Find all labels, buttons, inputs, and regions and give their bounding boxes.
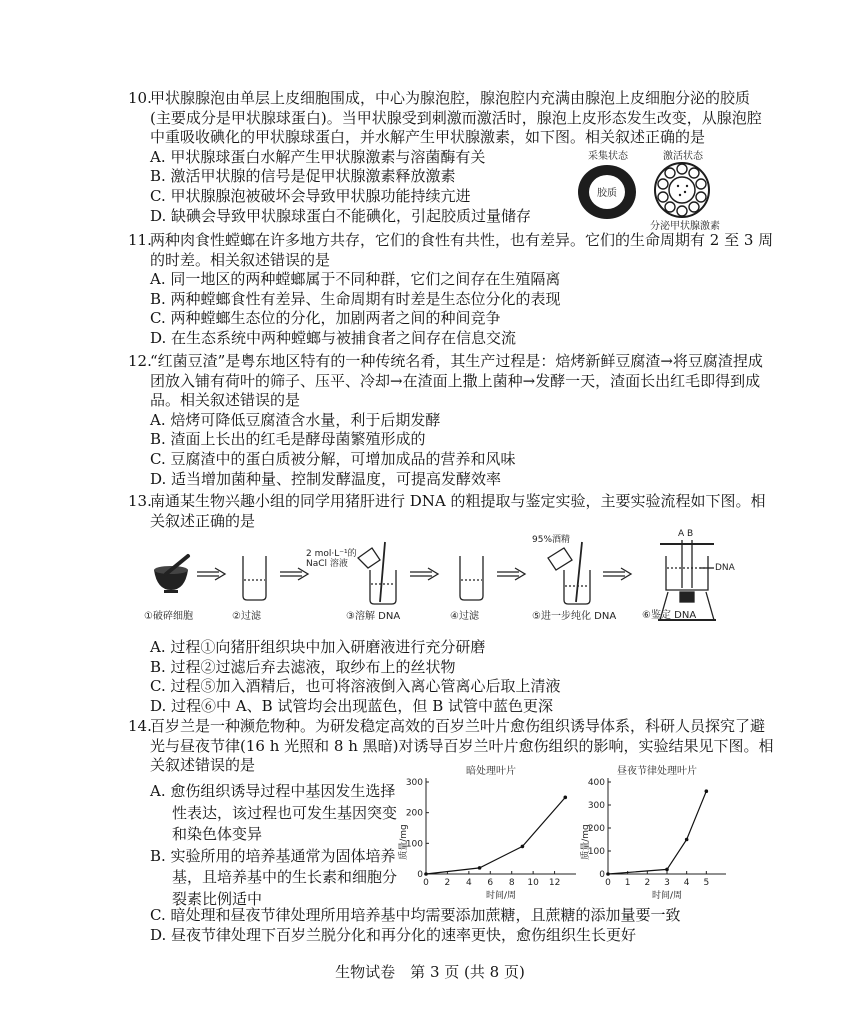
label-active-state: 激活状态 — [663, 151, 703, 162]
y-tick-label: 200 — [587, 824, 605, 834]
data-line — [426, 797, 565, 874]
step-6-caption-holder — [640, 606, 740, 622]
question-text-line: 关叙述错误的是 — [150, 756, 256, 775]
x-tick-label: 5 — [703, 878, 710, 888]
question-text-line: 甲状腺腺泡由单层上皮细胞围成，中心为腺泡腔，腺泡腔内充满由腺泡上皮细胞分泌的胶质 — [150, 89, 751, 107]
question-text-line: “红菌豆渣”是粤东地区特有的一种传统名肴，其生产过程是：焙烤新鲜豆腐渣→将豆腐渣捏成 — [150, 352, 763, 370]
label-secrete-hormone: 分泌甲状腺激素 — [650, 221, 720, 232]
question-text-line: 南通某生物兴趣小组的同学用猪肝进行 DNA 的粗提取与鉴定实验，主要实验流程如下图。相 — [150, 492, 766, 510]
question-number: 14. — [128, 717, 152, 735]
option-b-line: 裂素比例适中 — [172, 889, 263, 908]
option-b-line: B. 实验所用的培养基通常为固体培养 — [150, 846, 396, 865]
question-text-line: 品。相关叙述错误的是 — [150, 391, 301, 410]
y-tick-label: 300 — [405, 778, 423, 788]
chart-title: 昼夜节律处理叶片 — [617, 766, 697, 777]
step-4-caption: ④过滤 — [450, 611, 479, 622]
resting-follicle — [578, 165, 636, 219]
x-tick-label: 3 — [664, 878, 670, 888]
data-line — [608, 791, 706, 874]
question-13-options — [128, 638, 768, 716]
step-5-caption: ⑤进一步纯化 DNA — [532, 611, 617, 622]
y-tick-label: 400 — [587, 778, 605, 788]
question-text-line: 光与昼夜节律(16 h 光照和 8 h 黑暗)对诱导百岁兰叶片愈伤组织的影响，实验结果见下图。相 — [150, 736, 774, 755]
question-11 — [128, 231, 774, 349]
option-b: B. 渣面上长出的红毛是酵母菌繁殖形成的 — [150, 430, 426, 449]
option-a-line: 和染色体变异 — [172, 825, 263, 843]
option-a: A. 过程①向猪肝组织块中加入研磨液进行充分研磨 — [150, 638, 486, 656]
data-point — [606, 872, 610, 876]
data-point — [685, 838, 689, 842]
question-text-line: 百岁兰是一种濒危物种。为研发稳定高效的百岁兰叶片愈伤组织诱导体系，科研人员探究了避 — [150, 717, 766, 735]
option-a-line: A. 愈伤组织诱导过程中基因发生选择 — [150, 782, 396, 800]
x-tick-label: 2 — [444, 878, 451, 888]
y-tick-label: 0 — [599, 870, 605, 880]
question-text-line: 中重吸收碘化的甲状腺球蛋白，并水解产生甲状腺激素，如下图。相关叙述正确的是 — [150, 128, 706, 147]
option-c: C. 甲状腺腺泡被破坏会导致甲状腺功能持续亢进 — [150, 186, 471, 205]
data-point — [424, 872, 428, 876]
y-axis-label: 质量/mg — [399, 824, 409, 860]
question-text-line: (主要成分是甲状腺球蛋白)。当甲状腺受到刺激而激活时，腺泡上皮形态发生改变，从腺泡腔 — [150, 108, 762, 127]
option-d: D. 过程⑥中 A、B 试管均会出现蓝色，但 B 试管中蓝色更深 — [150, 696, 553, 715]
label-colloid: 胶质 — [597, 188, 617, 199]
option-b-line: 基，且培养基中的生长素和细胞分 — [172, 868, 398, 886]
x-tick-label: 10 — [527, 878, 539, 888]
label-resting-state: 采集状态 — [588, 151, 628, 162]
data-point — [521, 845, 525, 849]
option-c: C. 暗处理和昼夜节律处理所用培养基中均需要添加蔗糖，且蔗糖的添加量要一致 — [150, 906, 681, 924]
data-point — [705, 789, 709, 793]
active-follicle — [655, 163, 709, 217]
step-6-caption: ⑥鉴定 DNA — [642, 610, 697, 621]
question-number: 11. — [128, 231, 152, 249]
step-3-caption: ③溶解 DNA — [346, 611, 401, 622]
option-d: D. 缺碘会导致甲状腺球蛋白不能碘化，引起胶质过量储存 — [150, 206, 532, 225]
x-tick-label: 12 — [548, 878, 561, 888]
label-dna: DNA — [715, 563, 735, 573]
option-d: D. 昼夜节律处理下百岁兰脱分化和再分化的速率更快，愈伤组织生长更好 — [150, 925, 637, 944]
y-tick-label: 100 — [405, 839, 423, 850]
option-c: C. 两种螳螂生态位的分化，加剧两者之间的种间竞争 — [150, 309, 501, 328]
x-tick-label: 8 — [508, 878, 515, 888]
question-number: 10. — [128, 89, 152, 107]
option-d: D. 在生态系统中两种螳螂与被捕食者之间存在信息交流 — [150, 328, 517, 347]
option-a: A. 同一地区的两种螳螂属于不同种群，它们之间存在生殖隔离 — [150, 270, 561, 289]
option-c: C. 过程⑤加入酒精后，也可将溶液倒入离心管离心后取上清液 — [150, 677, 561, 696]
y-tick-label: 200 — [405, 808, 423, 819]
y-axis-label: 质量/mg — [581, 824, 591, 860]
option-a: A. 甲状腺球蛋白水解产生甲状腺激素与溶菌酶有关 — [150, 147, 486, 166]
question-number: 12. — [128, 352, 152, 370]
beaker-icon — [243, 556, 266, 600]
x-tick-label: 1 — [624, 878, 631, 888]
question-text-line: 两种肉食性螳螂在许多地方共存，它们的食性有共性，也有差异。它们的生命周期有 2 至 3 周 — [150, 231, 774, 249]
question-13 — [128, 492, 768, 531]
question-14-option-cd — [128, 906, 768, 945]
question-number: 13. — [128, 492, 152, 510]
beaker-with-rod-icon — [358, 542, 396, 604]
mortar-icon — [154, 556, 188, 593]
x-tick-label: 4 — [465, 878, 472, 888]
data-point — [563, 796, 567, 800]
question-text-line: 的时差。相关叙述错误的是 — [150, 250, 331, 269]
question-12 — [128, 352, 768, 489]
page-footer: 生物试卷 第 3 页 (共 8 页) — [335, 963, 525, 981]
option-d: D. 适当增加菌种量、控制发酵温度，可提高发酵效率 — [150, 469, 502, 488]
option-b: B. 过程②过滤后弃去滤液，取纱布上的丝状物 — [150, 657, 456, 676]
thyroid-follicle-figure — [570, 148, 720, 233]
step-2-caption: ②过滤 — [232, 611, 261, 622]
y-tick-label: 300 — [587, 801, 605, 811]
x-tick-label: 0 — [605, 878, 611, 888]
label-alcohol: 95%酒精 — [532, 535, 571, 545]
x-axis-label: 时间/周 — [651, 891, 683, 901]
label-nacl-solution: NaCl 溶液 — [306, 559, 348, 569]
option-a: A. 焙烤可降低豆腐渣含水量，利于后期发酵 — [150, 410, 441, 429]
y-tick-label: 0 — [417, 870, 423, 880]
x-tick-label: 2 — [644, 878, 651, 888]
beaker-with-rod-icon — [548, 542, 590, 604]
x-tick-label: 6 — [487, 878, 494, 888]
x-tick-label: 4 — [683, 878, 690, 888]
question-text-line: 团放入铺有荷叶的筛子、压平、冷却→在渣面上撒上菌种→发酵一天，渣面长出红毛即得到成 — [150, 371, 761, 390]
option-c: C. 豆腐渣中的蛋白质被分解，可增加成品的营养和风味 — [150, 449, 516, 468]
option-b: B. 两种螳螂食性有差异、生命周期有时差是生态位分化的表现 — [150, 289, 561, 308]
data-point — [478, 866, 482, 870]
label-nacl-concentration: 2 mol·L⁻¹的 — [306, 549, 357, 559]
chart-title: 暗处理叶片 — [466, 766, 516, 777]
option-a-line: 性表达，该过程也可发生基因突变 — [172, 803, 398, 822]
question-14-option-ab — [128, 781, 408, 910]
chart-dark-treatment — [398, 762, 588, 907]
y-tick-label: 100 — [587, 847, 605, 857]
option-b: B. 激活甲状腺的信号是促甲状腺激素释放激素 — [150, 167, 456, 186]
question-text-line: 关叙述正确的是 — [150, 511, 256, 530]
x-tick-label: 0 — [423, 878, 429, 888]
beaker-icon — [460, 556, 483, 600]
chart-circadian-treatment — [580, 762, 740, 907]
data-point — [665, 868, 669, 872]
step-1-caption: ①破碎细胞 — [144, 611, 193, 622]
label-tube-ab: A B — [678, 529, 694, 539]
x-axis-label: 时间/周 — [485, 891, 517, 901]
